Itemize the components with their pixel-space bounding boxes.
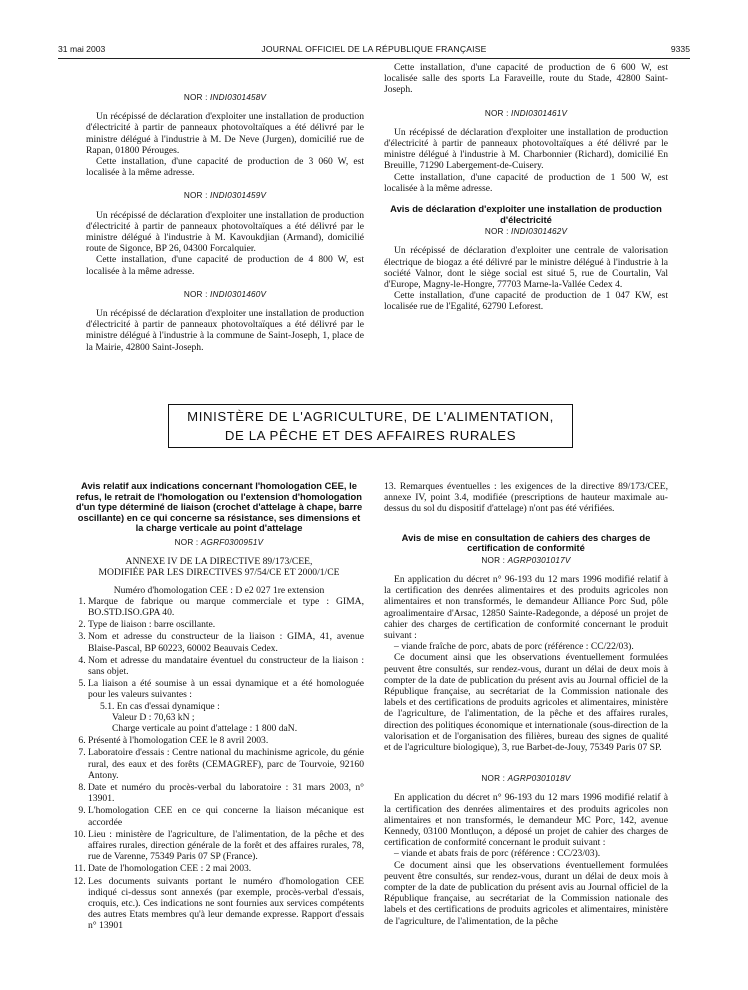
nor-reference: NOR : INDI0301460V — [183, 289, 267, 299]
list-item — [88, 678, 364, 734]
top-right-column — [384, 62, 668, 313]
sub-item-value: Valeur D : 70,63 kN ; — [112, 711, 195, 723]
list-item: 1. Marque de fabrique ou marque commerciale et type : GIMA, BO.STD.ISO.GPA 40. — [88, 596, 364, 618]
header-date: 31 mai 2003 — [58, 44, 106, 54]
nor-reference: NOR : AGRF0300951V — [174, 537, 264, 547]
list-item: 8. Date et numéro du procès-verbal du laboratoire : 31 mars 2003, n° 13901. — [88, 782, 364, 804]
paragraph: Un récépissé de déclaration d'exploiter une installation de production d'électricité à partir de panneaux photovoltaïques a été délivré par le ministre délégué à l'industrie à la commune de Saint-Joseph, 1, place de la Mairie, 42800 Saint-Joseph. — [86, 308, 364, 353]
header-page-number: 9335 — [670, 44, 690, 54]
top-left-column — [86, 86, 364, 353]
paragraph: Un récépissé de déclaration d'exploiter une installation de production d'électricité à partir de panneaux photovoltaïques a été délivré par le ministre délégué à l'industrie à M. Kavoukdjian (Armand), domicilié route de Sigonce, BP 26, 04300 Forcalquier. — [86, 209, 364, 255]
list-item: 7. Laboratoire d'essais : Centre national du machinisme agricole, du génie rural, des eaux et des forêts (CEMAGREF), parc de Tourvoie, 92160 Antony. — [88, 747, 364, 781]
list-item: 4. Nom et adresse du mandataire éventuel du constructeur de la liaison : sans objet. — [88, 655, 364, 677]
header-journal-title: JOURNAL OFFICIEL DE LA RÉPUBLIQUE FRANÇAISE — [261, 44, 487, 54]
bottom-right-column — [384, 481, 668, 927]
list-item: 3. Nom et adresse du constructeur de la liaison : GIMA, 41, avenue Blaise-Pascal, BP 60223, 60002 Beauvais Cedex. — [88, 631, 364, 653]
list-item: – viande fraîche de porc, abats de porc (référence : CC/22/03). — [394, 641, 634, 653]
nor-reference: NOR : AGRP0301017V — [481, 555, 571, 565]
section-heading: Avis de déclaration d'exploiter une installation de production d'électricité — [390, 203, 662, 225]
list-item: – viande et abats frais de porc (référence : CC/23/03). — [394, 848, 601, 860]
paragraph: Cette installation, d'une capacité de production de 3 060 W, est localisée à la même adresse. — [86, 156, 364, 179]
header-rule — [58, 58, 690, 59]
ministry-title-box — [168, 404, 573, 448]
paragraph: En application du décret n° 96-193 du 12 mars 1996 modifié relatif à la certification des denrées alimentaires et des produits agricoles non alimentaires et non transformés, le demandeur MC Porc, 142, avenue Kennedy, 03100 Montluçon, a déposé un projet de cahier des charges de certification de conformité concernant le produit suivant : — [384, 792, 668, 849]
nor-reference: NOR : INDI0301458V — [183, 93, 267, 102]
ministry-title-line: MINISTÈRE DE L'AGRICULTURE, DE L'ALIMENTATION, — [187, 409, 554, 424]
list-item-text: La liaison a été soumise à un essai dynamique et a été homologuée pour les valeurs suivantes : — [88, 678, 364, 701]
list-item: 13. Remarques éventuelles : les exigences de la directive 89/173/CEE, annexe IV, point 3.4, modifiée (prescriptions de hauteur maximale au-dessus du sol du dispositif d'attelage) n'ont pas été vérifiées. — [384, 481, 668, 515]
paragraph: Un récépissé de déclaration d'exploiter une centrale de valorisation électrique de biogaz a été délivré par le ministre délégué à l'industrie à la société Valnor, dont le siège social est situé 5, rue de Courtalin, Val d'Europe, Magny-le-Hongre, 77703 Marne-la-Vallée Cedex 4. — [384, 245, 668, 291]
sub-item: 5.1. En cas d'essai dynamique : — [100, 700, 220, 712]
running-header — [58, 44, 690, 56]
list-item: 10. Lieu : ministère de l'agriculture, de l'alimentation, de la pêche et des affaires rurales, direction générale de la forêt et des affaires rurales, 78, rue de Varenne, 75349 Paris 07 SP (France). — [88, 829, 364, 863]
sub-item-charge: Charge verticale au point d'attelage : 1 800 daN. — [112, 723, 298, 735]
paragraph: Ce document ainsi que les observations éventuellement formulées peuvent être consultés, sur rendez-vous, durant un délai de deux mois à compter de la date de publication du présent avis au Journal officiel de la République française, au secrétariat de la Commission nationale des labels et des certifications de produits agricoles et alimentaires, ministère de l'agriculture, de l'alimentation, de la pêche — [384, 859, 668, 927]
ministry-title-line: DE LA PÊCHE ET DES AFFAIRES RURALES — [224, 428, 517, 443]
paragraph: En application du décret n° 96-193 du 12 mars 1996 modifié relatif à la certification des denrées alimentaires et des produits agricoles non alimentaires et non transformés, le demandeur Alliance Porc Sud, pôle agroalimentaire d'Arsac, 12850 Sainte-Radegonde, a déposé un projet de cahier des charges de certification de conformité concernant le produit suivant : — [384, 574, 668, 642]
bottom-left-column — [74, 481, 364, 933]
list-item: 9. L'homologation CEE en ce qui concerne la liaison mécanique est accordée — [88, 805, 364, 827]
paragraph: Un récépissé de déclaration d'exploiter une installation de production d'électricité à partir de panneaux photovoltaïques a été délivré par le ministre délégué à l'industrie à M. Charbonnier (Richard), domicilié En Breuille, 71290 Labergement-de-Cuisery. — [384, 126, 668, 172]
section-heading: Avis relatif aux indications concernant l'homologation CEE, le refus, le retrait de l'homologation ou l'extension d'homologation d'un type déterminé de liaison (crochet d'attelage à chape, barre oscillante) en ce qui concerne sa résistance, ses dimensions et la charge verticale au point d'attelage — [75, 480, 363, 534]
nor-reference: NOR : INDI0301462V — [484, 227, 568, 237]
paragraph: Cette installation, d'une capacité de production de 6 600 W, est localisée salle des sports La Faraveille, route du Stade, 42800 Saint-Joseph. — [384, 62, 668, 96]
paragraph: Ce document ainsi que les observations éventuellement formulées peuvent être consultés, sur rendez-vous, durant un délai de deux mois à compter de la date de publication du présent avis au Journal officiel de la République française, au secrétariat de la Commission nationale des labels et des certifications de produits agricoles et alimentaires, ministère de l'agriculture, de l'alimentation, de la pêche et des affaires rurales, direction des politiques économique et internationale (sous-direction de la valorisation et de l'organisation des filières, bureau des signes de qualité et de l'agriculture biologique), 3, rue Barbet-de-Jouy, 75349 Paris 07 SP. — [384, 652, 668, 754]
list-item: 6. Présenté à l'homologation CEE le 8 avril 2003. — [88, 735, 364, 746]
paragraph: Cette installation, d'une capacité de production de 1 047 KW, est localisée rue de l'Egalité, 62790 Leforest. — [384, 290, 668, 313]
annex-subtitle: MODIFIÉE PAR LES DIRECTIVES 97/54/CE ET 2000/1/CE — [98, 567, 340, 579]
annex-title: ANNEXE IV DE LA DIRECTIVE 89/173/CEE, — [125, 556, 313, 568]
paragraph: Un récépissé de déclaration d'exploiter une installation de production d'électricité à partir de panneaux photovoltaïques a été délivré par le ministre délégué à l'industrie à M. De Neve (Jurgen), domicilié rue de Rapan, 01800 Pérouges. — [86, 111, 364, 156]
nor-reference: NOR : AGRP0301018V — [481, 774, 571, 784]
homologation-items — [74, 596, 364, 932]
nor-reference: NOR : INDI0301459V — [183, 191, 267, 201]
nor-reference: NOR : INDI0301461V — [484, 108, 568, 118]
list-item: 11. Date de l'homologation CEE : 2 mai 2003. — [88, 863, 364, 874]
section-heading: Avis de mise en consultation de cahiers des charges de certification de conformité — [401, 531, 651, 554]
list-item: 12. Les documents suivants portant le numéro d'homologation CEE indiqué ci-dessus sont annexés (par exemple, procès-verbal d'essais, croquis, etc.). Ces indications ne sont fournies aux services compétents des autres Etats membres qu'à leur demande expresse. Rapport d'essais n° 13901 — [88, 876, 364, 932]
homologation-number: Numéro d'homologation CEE : D e2 027 1re extension — [113, 584, 325, 596]
paragraph: Cette installation, d'une capacité de production de 1 500 W, est localisée à la même adresse. — [384, 171, 668, 194]
list-item: 2. Type de liaison : barre oscillante. — [88, 619, 364, 630]
paragraph: Cette installation, d'une capacité de production de 4 800 W, est localisée à la même adresse. — [86, 254, 364, 277]
